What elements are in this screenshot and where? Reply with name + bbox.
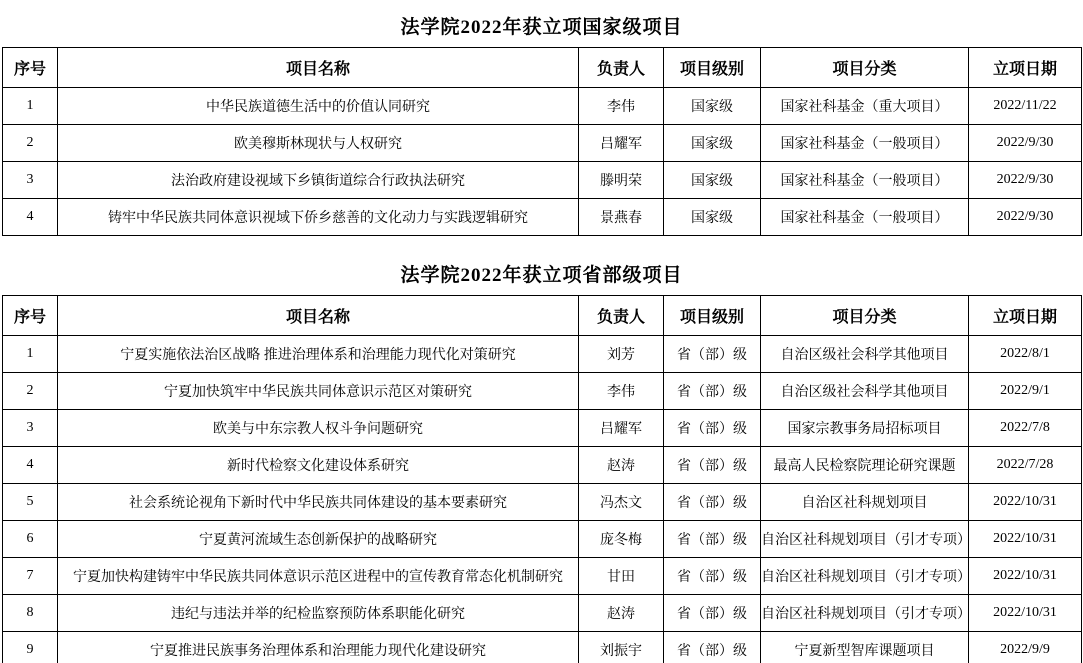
project-category-cell: 自治区社科规划项目（引才专项） <box>761 595 969 632</box>
approval-date-cell: 2022/7/8 <box>969 410 1082 447</box>
leader-cell: 刘振宇 <box>579 632 664 663</box>
approval-date-cell: 2022/9/9 <box>969 632 1082 663</box>
project-level-cell: 省（部）级 <box>664 447 761 484</box>
project-level-cell: 省（部）级 <box>664 558 761 595</box>
leader-cell: 吕耀军 <box>579 125 664 162</box>
project-level-cell: 国家级 <box>664 162 761 199</box>
project-level-cell: 省（部）级 <box>664 595 761 632</box>
row-index-cell: 4 <box>3 447 58 484</box>
row-index-cell: 3 <box>3 162 58 199</box>
project-level-cell: 省（部）级 <box>664 632 761 663</box>
column-header-project-name: 项目名称 <box>58 48 579 88</box>
project-level-cell: 省（部）级 <box>664 336 761 373</box>
table-row <box>3 410 1082 447</box>
project-name-cell: 社会系统论视角下新时代中华民族共同体建设的基本要素研究 <box>58 484 579 521</box>
table-row <box>3 558 1082 595</box>
project-category-cell: 自治区社科规划项目（引才专项） <box>761 558 969 595</box>
approval-date-cell: 2022/9/1 <box>969 373 1082 410</box>
column-header-leader: 负责人 <box>579 48 664 88</box>
table-row <box>3 199 1082 236</box>
leader-cell: 赵涛 <box>579 595 664 632</box>
leader-cell: 赵涛 <box>579 447 664 484</box>
table-row <box>3 595 1082 632</box>
approval-date-cell: 2022/7/28 <box>969 447 1082 484</box>
row-index-cell: 2 <box>3 125 58 162</box>
project-name-cell: 宁夏推进民族事务治理体系和治理能力现代化建设研究 <box>58 632 579 663</box>
table-row <box>3 162 1082 199</box>
project-category-cell: 自治区社科规划项目（引才专项） <box>761 521 969 558</box>
column-header-leader: 负责人 <box>579 296 664 336</box>
national-projects-table <box>2 47 1082 236</box>
approval-date-cell: 2022/10/31 <box>969 595 1082 632</box>
column-header-project-name: 项目名称 <box>58 296 579 336</box>
project-name-cell: 法治政府建设视域下乡镇街道综合行政执法研究 <box>58 162 579 199</box>
project-category-cell: 自治区级社会科学其他项目 <box>761 373 969 410</box>
table-body <box>3 88 1082 236</box>
project-level-cell: 国家级 <box>664 88 761 125</box>
project-name-cell: 宁夏加快构建铸牢中华民族共同体意识示范区进程中的宣传教育常态化机制研究 <box>58 558 579 595</box>
column-header-approval-date: 立项日期 <box>969 48 1082 88</box>
project-name-cell: 宁夏黄河流域生态创新保护的战略研究 <box>58 521 579 558</box>
project-level-cell: 国家级 <box>664 199 761 236</box>
column-header-project-level: 项目级别 <box>664 296 761 336</box>
table-row <box>3 336 1082 373</box>
project-name-cell: 宁夏实施依法治区战略 推进治理体系和治理能力现代化对策研究 <box>58 336 579 373</box>
project-name-cell: 中华民族道德生活中的价值认同研究 <box>58 88 579 125</box>
project-name-cell: 欧美穆斯林现状与人权研究 <box>58 125 579 162</box>
column-header-index: 序号 <box>3 48 58 88</box>
approval-date-cell: 2022/8/1 <box>969 336 1082 373</box>
approval-date-cell: 2022/9/30 <box>969 199 1082 236</box>
project-category-cell: 国家社科基金（一般项目） <box>761 199 969 236</box>
project-level-cell: 省（部）级 <box>664 373 761 410</box>
leader-cell: 李伟 <box>579 373 664 410</box>
leader-cell: 滕明荣 <box>579 162 664 199</box>
leader-cell: 庞冬梅 <box>579 521 664 558</box>
project-category-cell: 自治区级社会科学其他项目 <box>761 336 969 373</box>
leader-cell: 景燕春 <box>579 199 664 236</box>
table-row <box>3 521 1082 558</box>
leader-cell: 李伟 <box>579 88 664 125</box>
project-category-cell: 自治区社科规划项目 <box>761 484 969 521</box>
row-index-cell: 2 <box>3 373 58 410</box>
project-level-cell: 省（部）级 <box>664 521 761 558</box>
project-name-cell: 宁夏加快筑牢中华民族共同体意识示范区对策研究 <box>58 373 579 410</box>
table-header <box>3 296 1082 336</box>
provincial-projects-title: 法学院2022年获立项省部级项目 <box>400 265 683 286</box>
national-projects-section <box>0 0 1083 236</box>
project-level-cell: 国家级 <box>664 125 761 162</box>
project-category-cell: 最高人民检察院理论研究课题 <box>761 447 969 484</box>
row-index-cell: 9 <box>3 632 58 663</box>
approval-date-cell: 2022/11/22 <box>969 88 1082 125</box>
table-row <box>3 125 1082 162</box>
row-index-cell: 3 <box>3 410 58 447</box>
project-category-cell: 宁夏新型智库课题项目 <box>761 632 969 663</box>
approval-date-cell: 2022/10/31 <box>969 484 1082 521</box>
project-category-cell: 国家宗教事务局招标项目 <box>761 410 969 447</box>
column-header-project-category: 项目分类 <box>761 48 969 88</box>
national-projects-title: 法学院2022年获立项国家级项目 <box>400 17 683 38</box>
column-header-project-category: 项目分类 <box>761 296 969 336</box>
table-row <box>3 373 1082 410</box>
leader-cell: 吕耀军 <box>579 410 664 447</box>
project-category-cell: 国家社科基金（一般项目） <box>761 162 969 199</box>
table-row <box>3 447 1082 484</box>
approval-date-cell: 2022/9/30 <box>969 125 1082 162</box>
project-name-cell: 新时代检察文化建设体系研究 <box>58 447 579 484</box>
leader-cell: 冯杰文 <box>579 484 664 521</box>
leader-cell: 甘田 <box>579 558 664 595</box>
project-category-cell: 国家社科基金（重大项目） <box>761 88 969 125</box>
project-name-cell: 铸牢中华民族共同体意识视域下侨乡慈善的文化动力与实践逻辑研究 <box>58 199 579 236</box>
provincial-projects-section <box>0 263 1083 663</box>
table-header <box>3 48 1082 88</box>
column-header-index: 序号 <box>3 296 58 336</box>
project-name-cell: 违纪与违法并举的纪检监察预防体系职能化研究 <box>58 595 579 632</box>
row-index-cell: 1 <box>3 88 58 125</box>
project-name-cell: 欧美与中东宗教人权斗争问题研究 <box>58 410 579 447</box>
column-header-approval-date: 立项日期 <box>969 296 1082 336</box>
approval-date-cell: 2022/10/31 <box>969 521 1082 558</box>
row-index-cell: 4 <box>3 199 58 236</box>
row-index-cell: 6 <box>3 521 58 558</box>
row-index-cell: 8 <box>3 595 58 632</box>
table-row <box>3 88 1082 125</box>
row-index-cell: 1 <box>3 336 58 373</box>
column-header-project-level: 项目级别 <box>664 48 761 88</box>
approval-date-cell: 2022/9/30 <box>969 162 1082 199</box>
header-row <box>3 296 1082 336</box>
row-index-cell: 5 <box>3 484 58 521</box>
table-row <box>3 632 1082 663</box>
header-row <box>3 48 1082 88</box>
project-level-cell: 省（部）级 <box>664 410 761 447</box>
row-index-cell: 7 <box>3 558 58 595</box>
table-row <box>3 484 1082 521</box>
project-category-cell: 国家社科基金（一般项目） <box>761 125 969 162</box>
provincial-projects-table <box>2 295 1082 663</box>
table-body <box>3 336 1082 663</box>
leader-cell: 刘芳 <box>579 336 664 373</box>
project-level-cell: 省（部）级 <box>664 484 761 521</box>
approval-date-cell: 2022/10/31 <box>969 558 1082 595</box>
